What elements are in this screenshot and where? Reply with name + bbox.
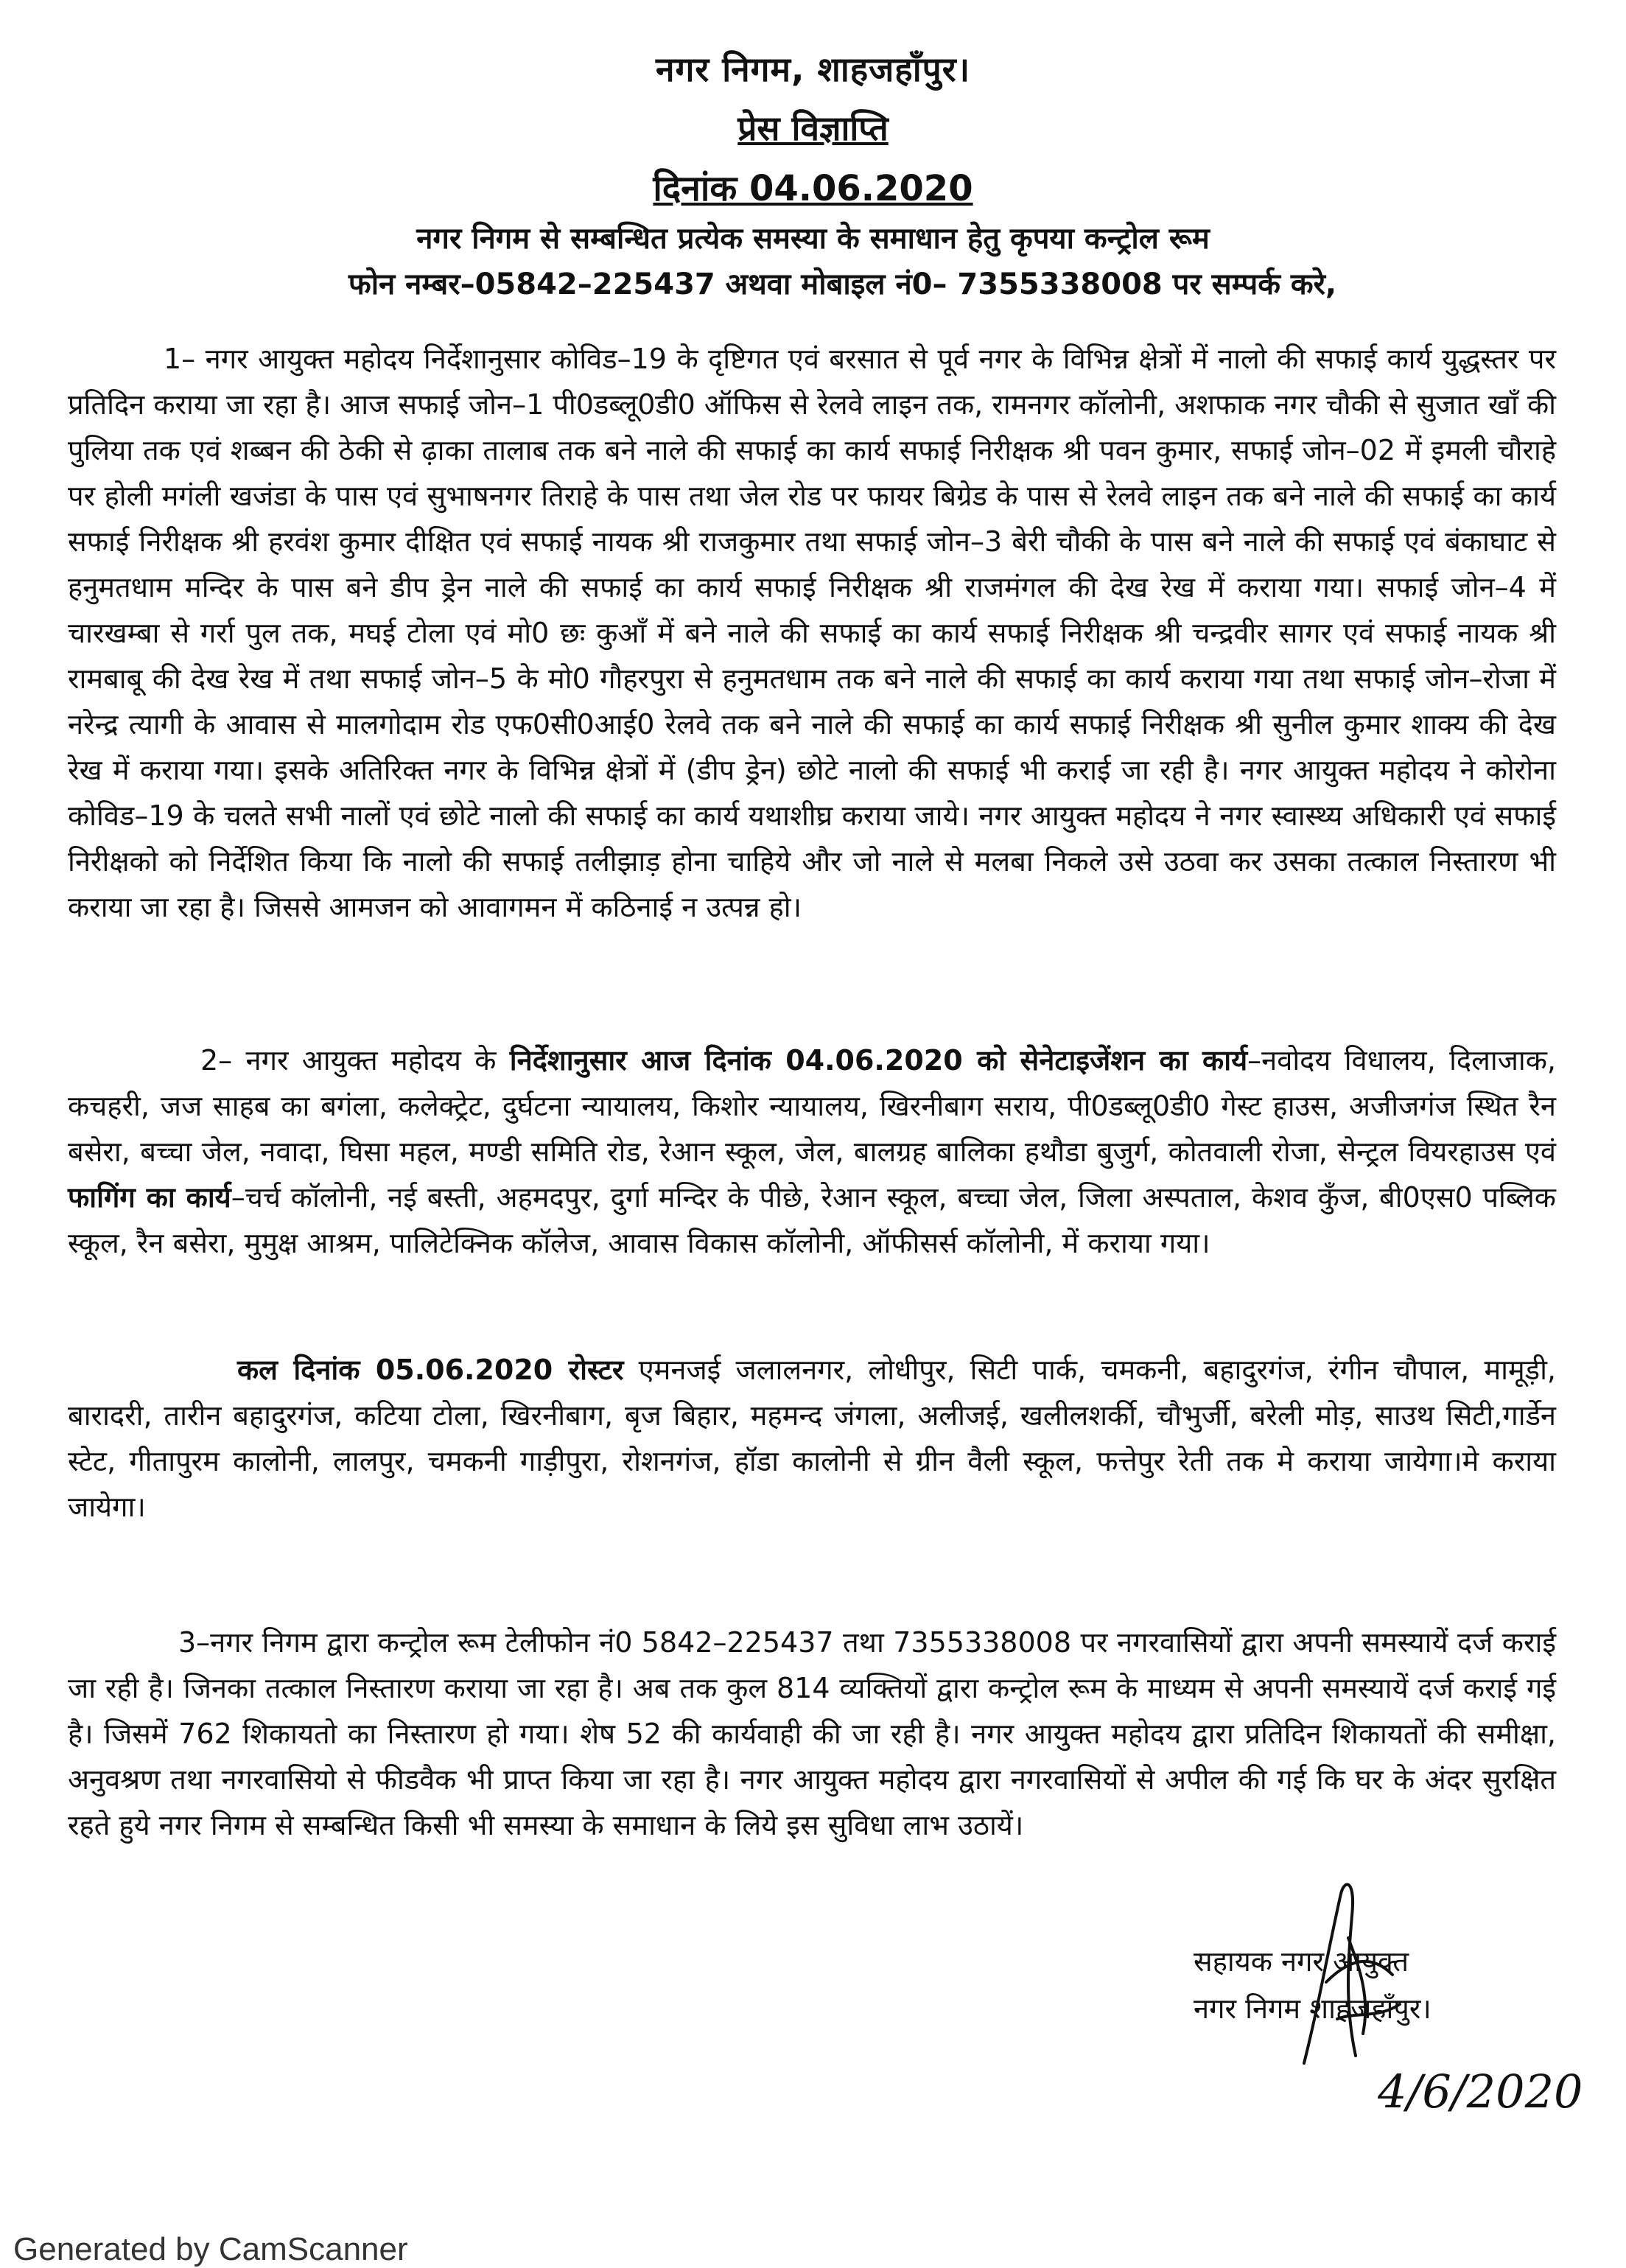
roster-locations: एमनजई जलालनगर, लोधीपुर, सिटी पार्क, चमकनी, बहादुरगंज, रंगीन चौपाल, मामूड़ी, बारादरी, तारीन बहादुरगंज, कटिया टोला, खिरनीबाग, बृज बिहार, महमन्द जंगला, अलीजई, खलीलशर्की, चौभुर्जी, बरेली मोड़, साउथ सिटी,गार्डेन स्टेट, गीतापुरम कालोनी, लालपुर, चमकनी गाड़ीपुरा, रोशनगंज, हॉडा कालोनी से ग्रीन वैली स्कूल, फत्तेपुर रेती तक मे कराया जायेगा।मे कराया जायेगा।: [68, 1354, 1556, 1523]
press-release-label: प्रेस विज्ञाप्ति: [737, 108, 889, 148]
handwritten-date-text: 4/6/2020: [1378, 2065, 1583, 2118]
signature-block: [1194, 1938, 1431, 2032]
para2-sanitization-locations: –नवोदय विधालय, दिलाजाक, कचहरी, जज साहब का बगंला, कलेक्ट्रेट, दुर्घटना न्यायालय, किशोर न्यायालय, खिरनीबाग सराय, पी0डब्लू0डी0 गेस्ट हाउस, अजीजगंज स्थित रैन बसेरा, बच्चा जेल, नवादा, घिसा महल, मण्डी समिति रोड, रेआन स्कूल, जेल, बालग्रह बालिका हथौडा बुजुर्ग, कोतवाली रोजा, सेन्ट्रल वियरहाउस एवं: [68, 1044, 1557, 1168]
press-release-heading: [0, 105, 1626, 150]
control-room-notice-line2: फोन नम्बर–05842–225437 अथवा मोबाइल नं0– 7355338008 पर सम्पर्क करे,: [348, 267, 1337, 301]
release-date-text: दिनांक 04.06.2020: [653, 168, 973, 209]
para2-intro: 2– नगर आयुक्त महोदय के: [200, 1044, 510, 1077]
paragraph-roster: [68, 1347, 1556, 1530]
roster-heading: कल दिनांक 05.06.2020 रोस्टर: [237, 1354, 624, 1386]
organization-title: नगर निगम, शाहजहाँपुर।: [655, 49, 971, 89]
release-date: [0, 164, 1626, 211]
paragraph-sanitization: [68, 1037, 1556, 1266]
signatory-office: नगर निगम शाहजहाँपुर।: [1194, 1992, 1431, 2025]
handwritten-date: [1370, 2048, 1591, 2129]
para2-sanitization-bold: निर्देशानुसार आज दिनांक 04.06.2020 को सेनेटाइजेंशन का कार्य: [509, 1044, 1248, 1077]
paragraph-drain-cleaning: 1– नगर आयुक्त महोदय निर्देशानुसार कोविड–19 के दृष्टिगत एवं बरसात से पूर्व नगर के विभिन्न क्षेत्रों में नालो की सफाई कार्य युद्धस्तर पर प्रतिदिन कराया जा रहा है। आज सफाई जोन–1 पी0डब्लू0डी0 ऑफिस से रेलवे लाइन तक, रामनगर कॉलोनी, अशफाक नगर चौकी से सुजात खाँ की पुलिया तक एवं शब्बन की ठेकी से ढ़ाका तालाब तक बने नाले की सफाई का कार्य सफाई निरीक्षक श्री पवन कुमार, सफाई जोन–02 में इमली चौराहे पर होली मगंली खजंडा के पास एवं सुभाषनगर तिराहे के पास तथा जेल रोड पर फायर बिग्रेड के पास से रेलवे लाइन तक बने नाले की सफाई का कार्य सफाई निरीक्षक श्री हरवंश कुमार दीक्षित एवं सफाई नायक श्री राजकुमार तथा सफाई जोन–3 बेरी चौकी के पास बने नाले की सफाई एवं बंकाघाट से हनुमतधाम मन्दिर के पास बने डीप ड्रेन नाले की सफाई का कार्य सफाई निरीक्षक श्री राजमंगल की देख रेख में कराया गया। सफाई जोन–4 में चारखम्बा से गर्रा पुल तक, मघई टोला एवं मो0 छः कुआँ में बने नाले की सफाई का कार्य सफाई निरीक्षक श्री चन्द्रवीर सागर एवं सफाई नायक श्री रामबाबू की देख रेख में तथा सफाई जोन–5 के मो0 गौहरपुरा से हनुमतधाम तक बने नाले की सफाई का कार्य कराया गया तथा सफाई जोन–रोजा में नरेन्द्र त्यागी के आवास से मालगोदाम रोड एफ0सी0आई0 रेलवे तक बने नाले की सफाई का कार्य सफाई निरीक्षक श्री सुनील कुमार शाक्य की देख रेख में कराया गया। इसके अतिरिक्त नगर के विभिन्न क्षेत्रों में (डीप ड्रेन) छोटे नालो की सफाई भी कराई जा रही है। नगर आयुक्त महोदय ने कोरोना कोविड–19 के चलते सभी नालों एवं छोटे नालो की सफाई का कार्य यथाशीघ्र कराया जाये। नगर आयुक्त महोदय ने नगर स्वास्थ्य अधिकारी एवं सफाई निरीक्षको को निर्देशित किया कि नालो की सफाई तलीझाड़ होना चाहिये और जो नाले से मलबा निकले उसे उठवा कर उसका तत्काल निस्तारण भी कराया जा रहा है। जिससे आमजन को आवागमन में कठिनाई न उत्पन्न हो।: [68, 343, 1556, 923]
para2-fogging-bold: फागिंग का कार्य: [68, 1181, 231, 1214]
control-room-notice-line1: नगर निगम से सम्बन्धित प्रत्येक समस्या के समाधान हेतु कृपया कन्ट्रोल रूम: [416, 222, 1210, 256]
signatory-designation: सहायक नगर आयुक्त: [1194, 1945, 1409, 1978]
paragraph-control-room: 3–नगर निगम द्वारा कन्ट्रोल रूम टेलीफोन नं0 5842–225437 तथा 7355338008 पर नगरवासियों द्वारा अपनी समस्यायें दर्ज कराई जा रही है। जिनका तत्काल निस्तारण कराया जा रहा है। अब तक कुल 814 व्यक्तियों द्वारा कन्ट्रोल रूम के माध्यम से अपनी समस्यायें दर्ज कराई गई है। जिसमें 762 शिकायतो का निस्तारण हो गया। शेष 52 की कार्यवाही की जा रही है। नगर आयुक्त महोदय द्वारा प्रतिदिन शिकायतों की समीक्षा, अनुवश्रण तथा नगरवासियो से फीडवैक भी प्राप्त किया जा रहा है। नगर आयुक्त महोदय द्वारा नगरवासियों से अपील की गई कि घर के अंदर सुरक्षित रहते हुये नगर निगम से सम्बन्धित किसी भी समस्या के समाधान के लिये इस सुविधा लाभ उठायें।: [68, 1626, 1557, 1841]
scanner-watermark: Generated by CamScanner: [13, 2231, 408, 2267]
para2-fogging-locations: –चर्च कॉलोनी, नई बस्ती, अहमदपुर, दुर्गा मन्दिर के पीछे, रेआन स्कूल, बच्चा जेल, जिला अस्पताल, केशव कुँज, बी0एस0 पब्लिक स्कूल, रैन बसेरा, मुमुक्ष आश्रम, पालिटेक्निक कॉलेज, आवास विकास कॉलोनी, ऑफीसर्स कॉलोनी, में कराया गया।: [68, 1181, 1556, 1259]
